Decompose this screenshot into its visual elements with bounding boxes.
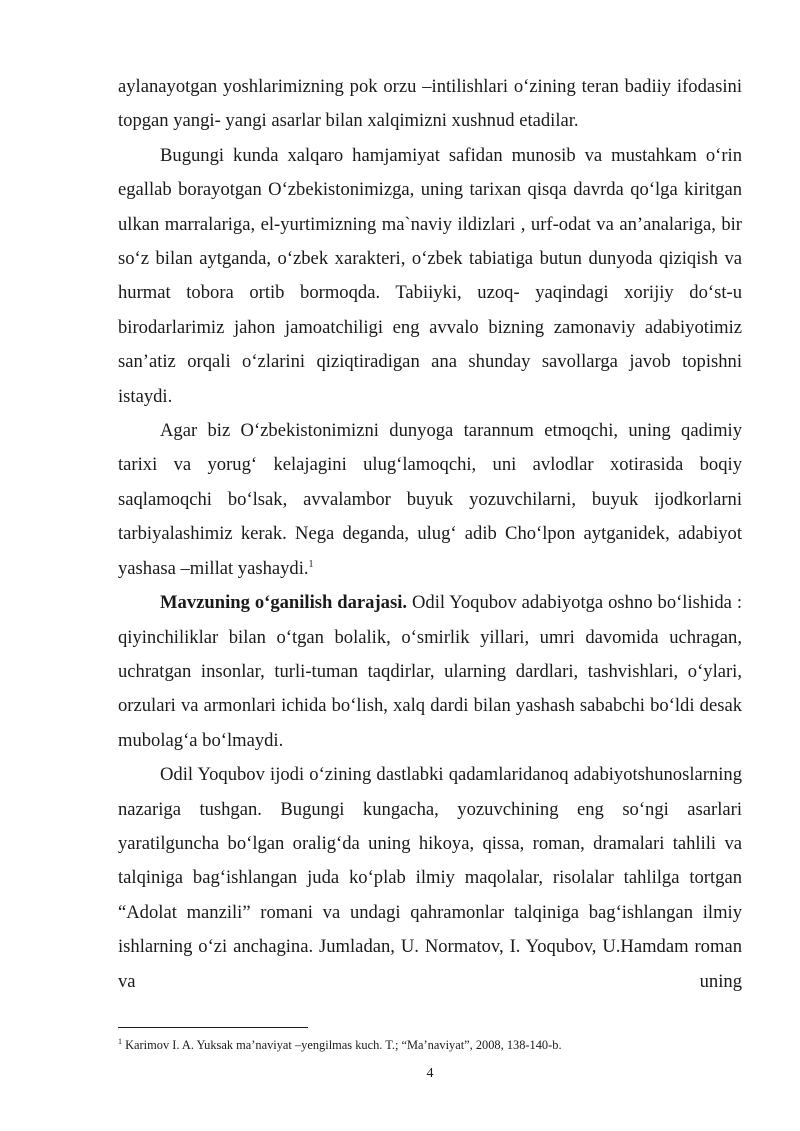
paragraph-1: aylanayotgan yoshlarimizning pok orzu –intilishlari o‘zining teran badiiy ifodasini topgan yangi- yangi asarlar bilan xalqimizni xushnud etadilar. <box>118 76 742 132</box>
page-number: 4 <box>426 1066 434 1081</box>
paragraph-3-text: Agar biz O‘zbekistonimizni dunyoga tarannum etmoqchi, uning qadimiy tarixi va yorug‘ kelajagini ulug‘lamoqchi, uni avlodlar xotirasida boqiy saqlamoqchi bo‘lsak, avvalambor buyuk yozuvchilarni, buyuk ijodkorlarni tarbiyalashimiz kerak. Nega deganda, ulug‘ adib Cho‘lpon aytganidek, adabiyot yashasa –millat yashaydi. <box>118 420 742 579</box>
paragraph-3 <box>118 414 742 586</box>
paragraph-2: Bugungi kunda xalqaro hamjamiyat safidan munosib va mustahkam o‘rin egallab borayotgan O‘zbekistonimizga, uning tarixan qisqa davrda qo‘lga kiritgan ulkan marralariga, el-yurtimizning ma`naviy ildizlari , urf-odat va an’analariga, bir so‘z bilan aytganda, o‘zbek xarakteri, o‘zbek tabiatiga butun dunyoda qiziqish va hurmat tobora ortib bormoqda. Tabiiyki, uzoq- yaqindagi xorijiy do‘st-u birodarlarimiz jahon jamoatchiligi eng avvalo bizning zamonaviy adabiyotimiz san’atiz orqali o‘zlarini qiziqtiradigan ana shunday savollarga javob topishni istaydi. <box>118 144 742 407</box>
section-heading: Mavzuning o‘ganilish darajasi. <box>160 592 408 614</box>
paragraph-4 <box>118 586 742 758</box>
footnote-reference[interactable]: 1 <box>308 558 314 570</box>
footnote-text: Karimov I. A. Yuksak ma’naviyat –yengilmas kuch. T.; “Ma’naviyat”, 2008, 138-140-b. <box>122 1038 562 1052</box>
footnote-separator <box>118 1027 308 1028</box>
footnote <box>118 1037 738 1053</box>
body-text <box>118 70 742 999</box>
paragraph-5: Odil Yoqubov ijodi o‘zining dastlabki qadamlaridanoq adabiyotshunoslarning nazariga tushgan. Bugungi kungacha, yozuvchining eng so‘ngi asarlari yaratilguncha bo‘lgan oralig‘da uning hikoya, qissa, roman, dramalari tahlili va talqiniga bag‘ishlangan juda ko‘plab ilmiy maqolalar, risolalar tahlilga tortgan “Adolat manzili” romani va undagi qahramonlar talqiniga bag‘ishlangan ilmiy ishlarning o‘zi anchagina. Jumladan, U. Normatov, I. Yoqubov, U.Hamdam roman va uning <box>118 764 742 992</box>
paragraph-4-text: Odil Yoqubov adabiyotga oshno bo‘lishida : qiyinchiliklar bilan o‘tgan bolalik, o‘smirlik yillari, umri davomida uchragan, uchratgan insonlar, turli-tuman taqdirlar, ularning dardlari, tashvishlari, o‘ylari, orzulari va armonlari ichida bo‘lish, xalq dardi bilan yashash sababchi bo‘ldi desak mubolag‘a bo‘lmaydi. <box>118 592 743 751</box>
footnote-number: 1 <box>118 1036 122 1046</box>
